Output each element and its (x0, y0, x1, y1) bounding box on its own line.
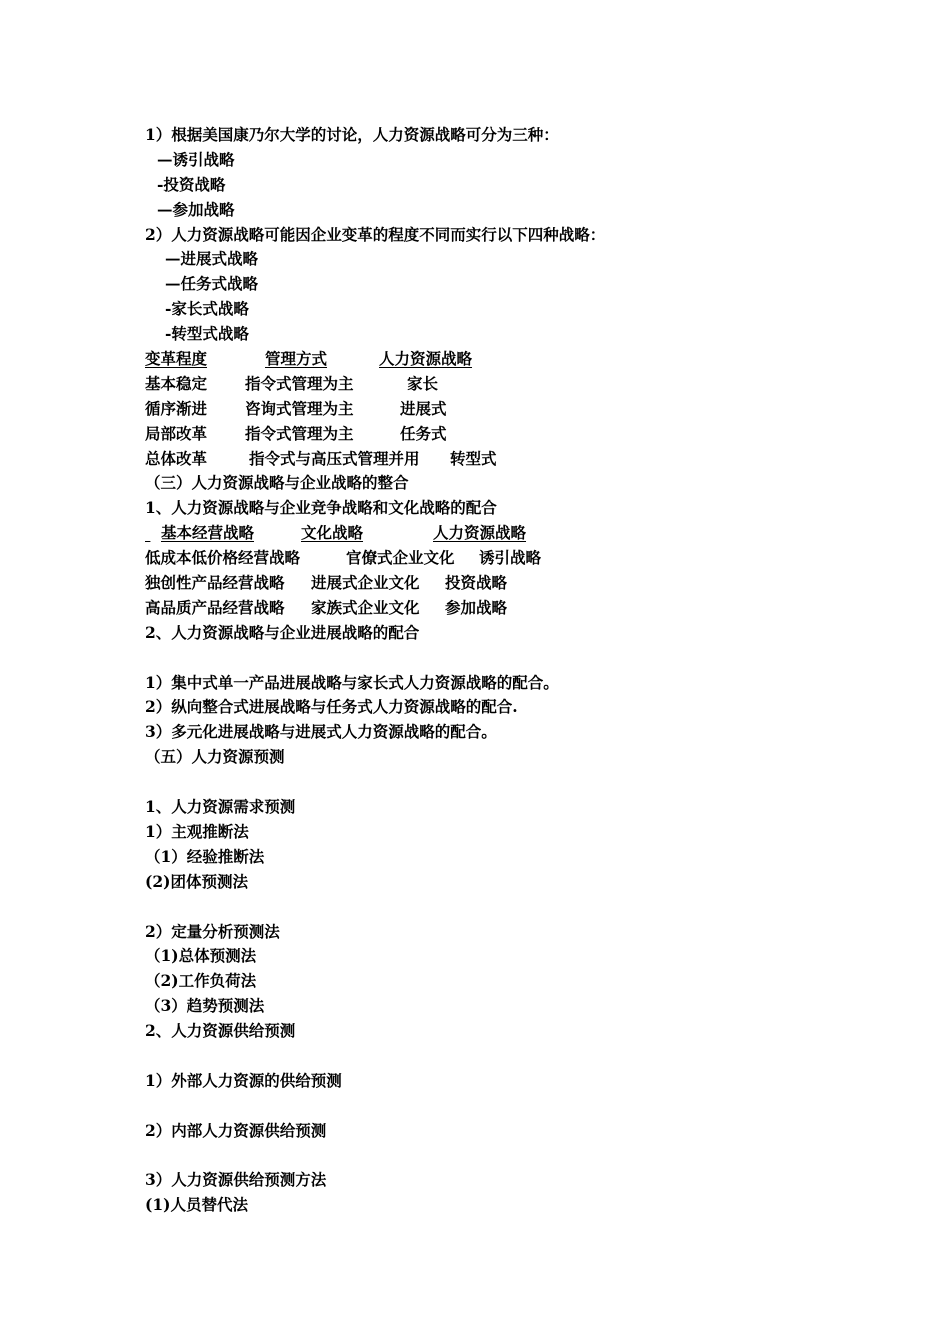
subjective-method-item-2: (2)团体预测法 (145, 871, 248, 891)
fit-item-2: 2）纵向整合式进展战略与任务式人力资源战略的配合. (145, 697, 518, 717)
intro-line-1: 1）根据美国康乃尔大学的讨论，人力资源战略可分为三种： (145, 125, 559, 144)
internal-supply-heading: 2）内部人力资源供给预测 (145, 1120, 327, 1140)
four-strategy-4: -转型式战略 (165, 324, 249, 344)
subjective-method-item-1: （1）经验推断法 (145, 846, 265, 866)
table1-cell: 指令式管理为主 (245, 423, 354, 443)
four-strategy-2: —任务式战略 (165, 274, 259, 294)
table1-header-col3: 人力资源战略 (379, 349, 473, 369)
spacer (145, 1044, 845, 1069)
supply-forecast-heading: 2、人力资源供给预测 (145, 1021, 296, 1041)
spacer (145, 770, 845, 795)
spacer (145, 895, 845, 920)
table1-cell: 局部改革 (145, 423, 208, 443)
section-3-sub-1: 1、人力资源战略与企业竞争战略和文化战略的配合 (145, 498, 497, 518)
table2-cell: 独创性产品经营战略 (145, 573, 285, 593)
table1-header-col2: 管理方式 (265, 349, 328, 369)
table1-cell: 进展式 (400, 398, 447, 418)
table2-cell: 投资战略 (445, 573, 508, 593)
supply-method-1: (1)人员替代法 (145, 1195, 248, 1215)
supply-methods-heading: 3）人力资源供给预测方法 (145, 1170, 327, 1190)
table1-row (145, 372, 845, 397)
quantitative-method-item-2: （2)工作负荷法 (145, 971, 257, 991)
spacer (145, 646, 845, 671)
intro-line-2: 2）人力资源战略可能因企业变革的程度不同而实行以下四种战略： (145, 224, 606, 244)
table2-cell: 进展式企业文化 (311, 573, 420, 593)
table1-cell: 指令式与高压式管理并用 (249, 448, 420, 468)
table2-header-col1: 基本经营战略 (161, 523, 255, 543)
table1-row (145, 447, 845, 472)
strategy-type-3: —参加战略 (157, 199, 235, 219)
quantitative-method-item-3: （3）趋势预测法 (145, 996, 265, 1016)
table2-cell: 参加战略 (445, 597, 508, 617)
spacer (145, 1094, 845, 1119)
spacer (145, 1144, 845, 1169)
table1-cell: 指令式管理为主 (245, 373, 354, 393)
four-strategy-1: —进展式战略 (165, 249, 259, 269)
table1-cell: 基本稳定 (145, 373, 208, 393)
external-supply-heading: 1）外部人力资源的供给预测 (145, 1070, 342, 1090)
demand-forecast-heading: 1、人力资源需求预测 (145, 797, 296, 817)
table1-cell: 转型式 (450, 448, 497, 468)
strategy-type-2: -投资战略 (157, 174, 226, 194)
table2-cell: 家族式企业文化 (311, 597, 420, 617)
table2-row (145, 571, 845, 596)
document-body (145, 123, 845, 1218)
table1-cell: 循序渐进 (145, 398, 208, 418)
table1-row (145, 422, 845, 447)
table2-cell: 低成本低价格经营战略 (145, 548, 301, 568)
table1-cell: 家长 (407, 373, 439, 393)
fit-item-1: 1）集中式单一产品进展战略与家长式人力资源战略的配合。 (145, 672, 559, 692)
table2-cell: 官僚式企业文化 (346, 548, 455, 568)
table1-cell: 咨询式管理为主 (245, 398, 354, 418)
section-3-sub-2: 2、人力资源战略与企业进展战略的配合 (145, 622, 420, 642)
table1-header-col1: 变革程度 (145, 349, 208, 369)
table1-cell: 总体改革 (145, 448, 208, 468)
table2-header-col2: 文化战略 (301, 523, 364, 543)
subjective-method-heading: 1）主观推断法 (145, 821, 249, 841)
quantitative-method-heading: 2）定量分析预测法 (145, 921, 280, 941)
table2-row (145, 546, 845, 571)
table2-header-col3: 人力资源战略 (433, 523, 527, 543)
fit-item-3: 3）多元化进展战略与进展式人力资源战略的配合。 (145, 722, 497, 742)
four-strategy-3: -家长式战略 (165, 299, 249, 319)
table2-header (145, 521, 845, 546)
table2-row (145, 596, 845, 621)
section-5-title: （五）人力资源预测 (145, 747, 285, 767)
strategy-type-1: —诱引战略 (157, 149, 235, 169)
quantitative-method-item-1: （1)总体预测法 (145, 946, 257, 966)
table2-cell: 高品质产品经营战略 (145, 597, 285, 617)
table1-row (145, 397, 845, 422)
section-3-title: （三）人力资源战略与企业战略的整合 (145, 473, 409, 493)
table1-cell: 任务式 (400, 423, 447, 443)
table2-cell: 诱引战略 (479, 548, 542, 568)
table1-header (145, 347, 845, 372)
